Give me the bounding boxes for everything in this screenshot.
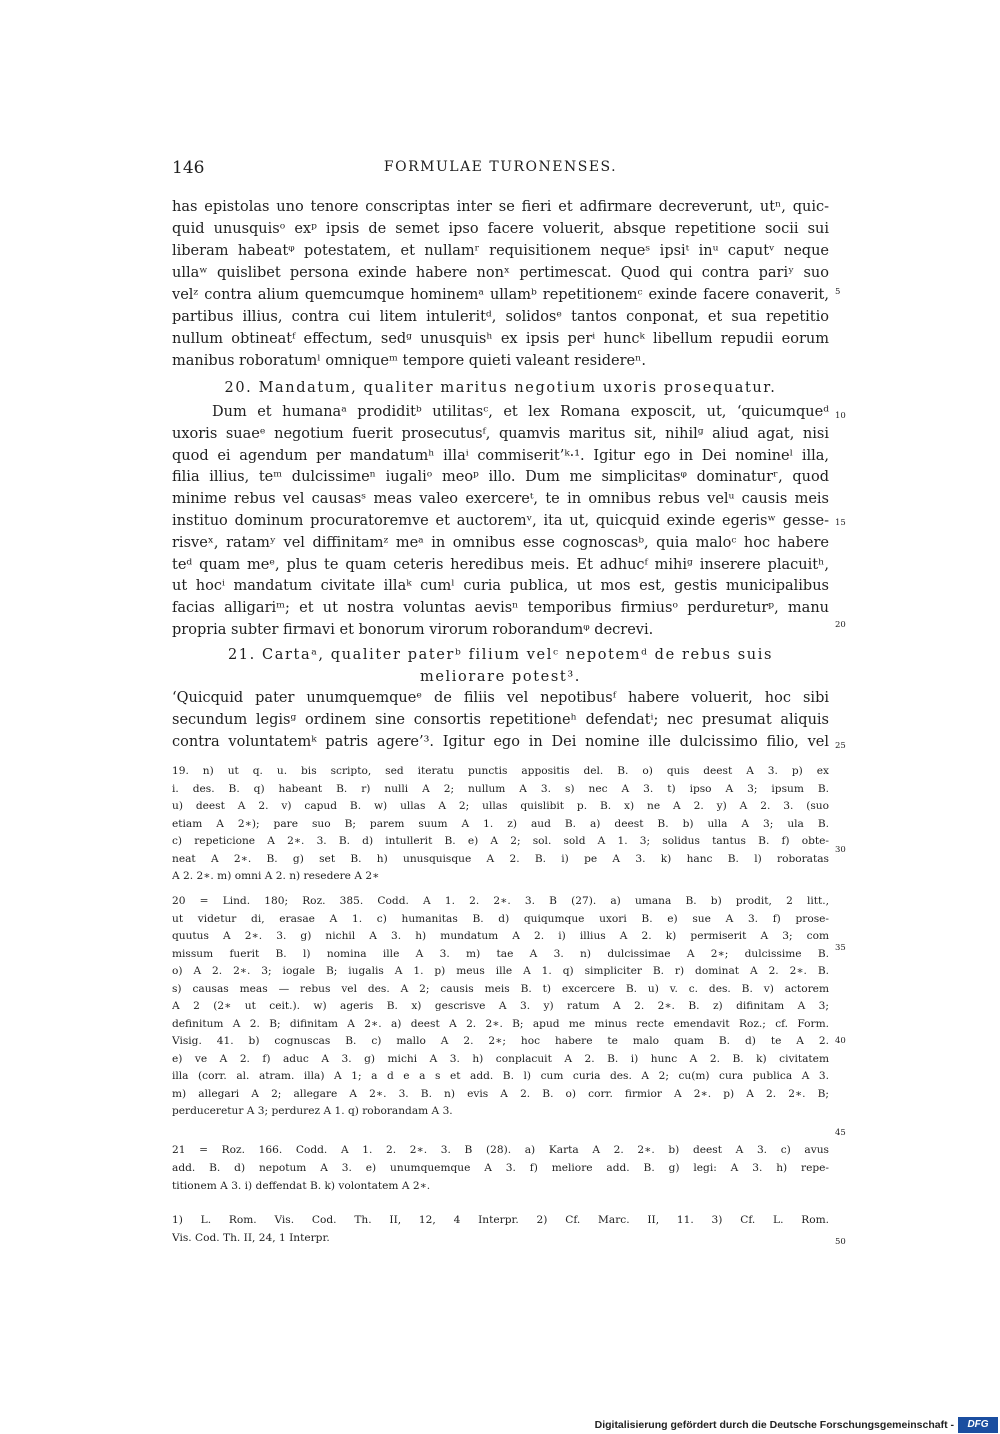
footnote-line: missum fuerit B. l) nomina ille A 3. m) tae A 3. n) dulcissimae A 2∗; dulcissime B. [172, 947, 829, 960]
text-line: nullum obtineatᶠ effectum, sedᵍ unusquisʰ ex ipsis perⁱ huncᵏ libellum repudii eorum [172, 331, 829, 347]
footnote-line: s) causas meas — rebus vel des. A 2; causis meis B. t) excercere B. u) v. c. des. B. v) actorem [172, 982, 829, 995]
footnote-line: etiam A 2∗); pare suo B; parem suum A 1. z) aud B. a) deest B. b) ulla A 3; ula B. [172, 817, 829, 830]
heading-text: 21. Cartaᵃ, qualiter paterᵇ filium velᶜ nepotemᵈ de rebus suis [227, 647, 773, 663]
heading-text: meliorare potest³. [420, 669, 581, 685]
dfg-logo: DFG [958, 1417, 998, 1433]
text-line: instituo dominum procuratoremve et auctoremᵛ, ita ut, quicquid exinde egerisʷ gesse- [172, 513, 829, 529]
running-title: FORMULAE TURONENSES. [383, 159, 618, 175]
footnote-line: u) deest A 2. v) capud B. w) ullas A 2; ullas quislibit p. B. x) ne A 2. y) A 2. 3. (suo [172, 800, 829, 812]
paragraph-20 [172, 401, 829, 641]
text-line: ‘Quicquid pater unumquemqueᵉ de filiis vel nepotibusᶠ habere voluerit, hoc sibi [172, 690, 829, 706]
line-number: 20 [835, 620, 846, 630]
footnote-line: c) repeticione A 2∗. 3. B. d) intullerit B. e) A 2; sol. sold A 1. 3; solidus tantus B. f) obte- [172, 835, 829, 847]
text-line: liberam habeatᵠ potestatem, et nullamʳ requisitionem nequeˢ ipsiᵗ inᵘ caputᵛ neque [172, 243, 829, 259]
reference-line: Vis. Cod. Th. II, 24, 1 Interpr. [172, 1232, 330, 1244]
line-number: 10 [835, 411, 846, 421]
footer-bar [0, 1417, 1000, 1434]
paragraph-21 [172, 687, 829, 753]
footnote-line: neat A 2∗. B. g) set B. h) unusquisque A 2. B. i) pe A 3. k) hanc B. l) roboratas [172, 852, 829, 865]
line-number: 15 [835, 518, 846, 528]
page-number: 146 [172, 158, 205, 178]
source-references [172, 1212, 829, 1248]
text-line: quid unusquisᵒ exᵖ ipsis de semet ipso facere voluerit, absque repetitione socii sui [172, 221, 829, 237]
heading-text: 20. Mandatum, qualiter maritus negotium uxoris prosequatur. [224, 380, 777, 396]
text-line: propria subter firmavi et bonorum virorum roborandumᵠ decrevi. [172, 622, 654, 638]
text-line: filia illius, teᵐ dulcissimeⁿ iugaliᵒ meoᵖ illo. Dum me simplicitasᵠ dominaturʳ, quod [172, 469, 829, 486]
footnotes-20 [172, 893, 829, 1118]
section-heading-20 [172, 377, 829, 399]
footnote-line: 21 = Roz. 166. Codd. A 1. 2. 2∗. 3. B (28). a) Karta A 2. 2∗. b) deest A 3. c) avus [172, 1144, 829, 1156]
footnote-line: perduceretur A 3; perdurez A 1. q) roborandam A 3. [172, 1105, 453, 1117]
text-line: minime rebus vel causasˢ meas valeo exercereᵗ, te in omnibus rebus velᵘ causis meis [172, 491, 829, 508]
footnote-line: definitum A 2. B; difinitam A 2∗. a) deest A 2. 2∗. B; apud me minus recte emendavit Roz.; cf. Form. [172, 1017, 829, 1030]
text-line: ut hocⁱ mandatum civitate illaᵏ cumˡ curia publica, ut mos est, gestis municipalibus [172, 578, 829, 595]
footnote-line: e) ve A 2. f) aduc A 3. g) michi A 3. h) conplacuit A 2. B. i) hunc A 2. B. k) civitatem [172, 1052, 829, 1065]
footnote-line: A 2 (2∗ ut ceit.). w) ageris B. x) gescrisve A 3. y) ratum A 2. 2∗. B. z) difinitam A 3; [172, 1000, 829, 1012]
paragraph-19-continuation [172, 196, 829, 376]
text-line: partibus illius, contra cui litem intuleritᵈ, solidosᵉ tantos conponat, et sua repetitio [172, 309, 829, 325]
text-line: contra voluntatemᵏ patris agere’³. Igitur ego in Dei nomine ille dulcissimo filio, vel [172, 734, 829, 750]
line-number: 30 [835, 845, 846, 855]
section-heading-21 [172, 644, 829, 688]
line-number: 25 [835, 741, 846, 751]
footnote-line: illa (corr. al. atram. illa) A 1; a d e a s et add. B. l) cum curia des. A 2; cu(m) cura publica A 3. [172, 1070, 829, 1082]
line-number: 45 [835, 1128, 846, 1138]
footnote-line: 19. n) ut q. u. bis scripto, sed iteratu punctis appositis del. B. o) quis deest A 3. p) ex [172, 765, 829, 777]
footnote-line: o) A 2. 2∗. 3; iogale B; iugalis A 1. p) meus ille A 1. q) simpliciter B. r) dominat A 2. 2∗. B. [172, 965, 829, 977]
footnotes-21 [172, 1142, 829, 1198]
footnote-line: 20 = Lind. 180; Roz. 385. Codd. A 1. 2. 2∗. 3. B (27). a) umana B. b) prodit, 2 litt., [172, 895, 829, 907]
text-line: ullaʷ quislibet persona exinde habere nonˣ pertimescat. Quod qui contra pariʸ suo [172, 265, 829, 281]
footnote-line: Visig. 41. b) cognuscas B. c) mallo A 2. 2∗; hoc habere te malo quam B. d) te A 2. [172, 1035, 829, 1047]
line-number: 40 [835, 1036, 846, 1046]
page-header [172, 158, 829, 182]
footnote-line: A 2. 2∗. m) omni A 2. n) resedere A 2∗ [172, 870, 380, 882]
text-line: velᶻ contra alium quemcumque hominemᵃ ullamᵇ repetitionemᶜ exinde facere conaverit, [172, 287, 829, 303]
footnotes-19 [172, 763, 829, 887]
text-line: quod ei agendum per mandatumʰ illaⁱ commiserit’ᵏ·¹. Igitur ego in Dei nomineˡ illa, [172, 447, 829, 464]
footnote-line: add. B. d) nepotum A 3. e) unumquemque A 3. f) meliore add. B. g) legi: A 3. h) repe- [172, 1162, 829, 1174]
footnote-line: titionem A 3. i) deffendat B. k) volontatem A 2∗. [172, 1180, 431, 1192]
text-line: facias alligariᵐ; et ut nostra voluntas aevisⁿ temporibus firmiusᵒ perdureturᵖ, manu [172, 600, 829, 617]
text-line: risveˣ, ratamʸ vel diffinitamᶻ meᵃ in omnibus esse cognoscasᵇ, quia maloᶜ hoc habere [172, 534, 829, 551]
reference-line: 1) L. Rom. Vis. Cod. Th. II, 12, 4 Interpr. 2) Cf. Marc. II, 11. 3) Cf. L. Rom. [172, 1214, 829, 1226]
line-number: 5 [835, 287, 841, 297]
text-line: teᵈ quam meᵉ, plus te quam ceteris heredibus meis. Et adhucᶠ mihiᵍ inserere placuitʰ, [172, 556, 829, 573]
footnote-line: ut videtur di, erasae A 1. c) humanitas B. d) quiqumque uxori B. e) sue A 3. f) prose- [172, 912, 829, 925]
text-line: has epistolas uno tenore conscriptas inter se fieri et adfirmare decreverunt, utⁿ, quic- [172, 199, 829, 215]
footnote-line: m) allegari A 2; allegare A 2∗. 3. B. n) evis A 2. B. o) corr. firmior A 2∗. p) A 2. 2∗. B; [172, 1087, 829, 1100]
text-line: secundum legisᵍ ordinem sine consortis repetitioneʰ defendatⁱ; nec presumat aliquis [172, 712, 829, 728]
digitization-credit: Digitalisierung gefördert durch die Deutsche Forschungsgemeinschaft - [594, 1419, 954, 1431]
line-number: 35 [835, 943, 846, 953]
text-line: uxoris suaeᵉ negotium fuerit prosecutusᶠ, quamvis maritus sit, nihilᵍ aliud agat, nisi [172, 425, 829, 442]
footnote-line: quutus A 2∗. 3. g) nichil A 3. h) mundatum A 2. i) illius A 2. k) permiserit A 3; com [172, 930, 829, 942]
text-line: manibus roboratumˡ omniqueᵐ tempore quieti valeant residereⁿ. [172, 353, 647, 369]
text-line: Dum et humanaᵃ prodiditᵇ utilitasᶜ, et lex Romana exposcit, ut, ‘quicumqueᵈ [212, 404, 829, 420]
footnote-line: i. des. B. q) habeant B. r) nulli A 2; nullum A 3. s) nec A 3. t) ipso A 3; ipsum B. [172, 782, 829, 795]
line-number: 50 [835, 1237, 846, 1247]
